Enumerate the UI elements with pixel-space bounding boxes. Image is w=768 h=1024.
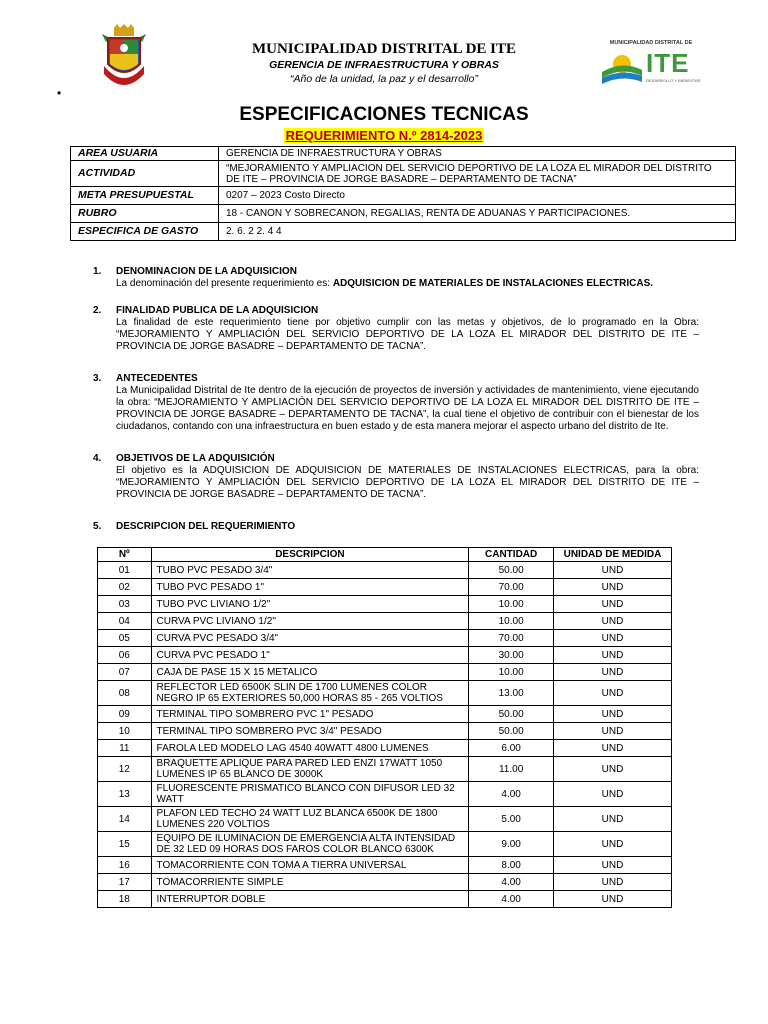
table-row <box>98 562 672 579</box>
item-description: PLAFON LED TECHO 24 WATT LUZ BLANCA 6500K DE 1800 LUMENES 220 VOLTIOS <box>151 807 469 832</box>
logo-sun-waves-icon <box>600 50 644 84</box>
item-number: 08 <box>98 681 152 706</box>
info-row <box>71 223 736 241</box>
item-description: REFLECTOR LED 6500K SLIN DE 1700 LUMENES COLOR NEGRO IP 65 EXTERIORES 50,000 HORAS 85 - 265 VOLTIOS <box>151 681 469 706</box>
header-unit: UNIDAD DE MEDIDA <box>553 548 671 562</box>
item-description: FLUORESCENTE PRISMATICO BLANCO CON DIFUSOR LED 32 WATT <box>151 782 469 807</box>
table-row <box>98 891 672 908</box>
item-number: 02 <box>98 579 152 596</box>
item-unit: UND <box>553 807 671 832</box>
item-number: 17 <box>98 874 152 891</box>
item-description: CURVA PVC PESADO 3/4" <box>151 630 469 647</box>
item-unit: UND <box>553 757 671 782</box>
header-number: Nº <box>98 548 152 562</box>
item-quantity: 30.00 <box>469 647 554 664</box>
item-quantity: 70.00 <box>469 630 554 647</box>
item-number: 18 <box>98 891 152 908</box>
item-unit: UND <box>553 740 671 757</box>
item-number: 12 <box>98 757 152 782</box>
table-row <box>98 807 672 832</box>
info-key: RUBRO <box>71 205 219 223</box>
item-quantity: 5.00 <box>469 807 554 832</box>
item-number: 11 <box>98 740 152 757</box>
info-value: 18 - CANON Y SOBRECANON, REGALIAS, RENTA DE ADUANAS Y PARTICIPACIONES. <box>219 205 736 223</box>
bullet-dot: • <box>57 86 62 100</box>
item-quantity: 8.00 <box>469 857 554 874</box>
item-quantity: 70.00 <box>469 579 554 596</box>
item-description: TOMACORRIENTE SIMPLE <box>151 874 469 891</box>
item-description: TERMINAL TIPO SOMBRERO PVC 3/4" PESADO <box>151 723 469 740</box>
item-quantity: 6.00 <box>469 740 554 757</box>
table-row <box>98 579 672 596</box>
info-value: “MEJORAMIENTO Y AMPLIACION DEL SERVICIO DEPORTIVO DE LA LOZA EL MIRADOR DEL DISTRITO DE ITE – PROVINCIA DE JORGE BASADRE – DEPARTAMENTO DE TACNA” <box>219 161 736 187</box>
table-row <box>98 681 672 706</box>
item-description: TUBO PVC LIVIANO 1/2" <box>151 596 469 613</box>
info-key: AREA USUARIA <box>71 147 219 161</box>
crest-ribbon-text: MUNICIPALIDAD DISTRITAL DE ITE <box>107 85 141 87</box>
item-quantity: 4.00 <box>469 891 554 908</box>
table-row <box>98 782 672 807</box>
item-number: 16 <box>98 857 152 874</box>
item-quantity: 11.00 <box>469 757 554 782</box>
info-row <box>71 205 736 223</box>
info-table <box>70 146 736 241</box>
item-quantity: 10.00 <box>469 664 554 681</box>
section-antecedentes <box>93 373 699 433</box>
item-number: 07 <box>98 664 152 681</box>
table-row <box>98 832 672 857</box>
item-number: 04 <box>98 613 152 630</box>
item-quantity: 50.00 <box>469 723 554 740</box>
section-number: 5. <box>93 521 102 532</box>
item-description: FAROLA LED MODELO LAG 4540 40WATT 4800 LUMENES <box>151 740 469 757</box>
item-unit: UND <box>553 891 671 908</box>
item-unit: UND <box>553 832 671 857</box>
item-unit: UND <box>553 723 671 740</box>
item-quantity: 4.00 <box>469 874 554 891</box>
item-description: EQUIPO DE ILUMINACION DE EMERGENCIA ALTA INTENSIDAD DE 32 LED 09 HORAS DOS FAROS COLOR BLANCO 6300K <box>151 832 469 857</box>
section-number: 1. <box>93 266 102 277</box>
items-table <box>97 547 672 908</box>
section-descripcion <box>93 521 699 533</box>
table-row <box>98 723 672 740</box>
table-row <box>98 857 672 874</box>
item-quantity: 10.00 <box>469 596 554 613</box>
info-row <box>71 187 736 205</box>
item-quantity: 50.00 <box>469 562 554 579</box>
item-description: BRAQUETTE APLIQUE PARA PARED LED ENZI 17WATT 1050 LUMENES IP 65 BLANCO DE 3000K <box>151 757 469 782</box>
item-unit: UND <box>553 647 671 664</box>
info-value: GERENCIA DE INFRAESTRUCTURA Y OBRAS <box>219 147 736 161</box>
section-number: 2. <box>93 305 102 316</box>
item-quantity: 10.00 <box>469 613 554 630</box>
document-title: ESPECIFICACIONES TECNICAS <box>239 104 529 125</box>
items-header-row <box>98 548 672 562</box>
item-description: TUBO PVC PESADO 3/4" <box>151 562 469 579</box>
table-row <box>98 613 672 630</box>
section-body <box>116 278 699 290</box>
item-unit: UND <box>553 579 671 596</box>
item-unit: UND <box>553 706 671 723</box>
info-row <box>71 147 736 161</box>
logo-tagline: DESARROLLO Y BIENESTAR <box>646 78 701 83</box>
ite-logo <box>596 40 706 92</box>
item-number: 09 <box>98 706 152 723</box>
item-unit: UND <box>553 857 671 874</box>
item-description: TOMACORRIENTE CON TOMA A TIERRA UNIVERSAL <box>151 857 469 874</box>
item-number: 05 <box>98 630 152 647</box>
table-row <box>98 874 672 891</box>
section-finalidad <box>93 305 699 353</box>
item-description: CURVA PVC PESADO 1" <box>151 647 469 664</box>
item-quantity: 4.00 <box>469 782 554 807</box>
section-body: La Municipalidad Distrital de Ite dentro de la ejecución de proyectos de inversión y actividades de mantenimiento, viene ejecutando la obra: “MEJORAMIENTO Y AMPLIACIÓN DEL SERVICIO DEPORTIVO DE LA LOZA EL MIRADOR DEL DISTRITO DE ITE – PROVINCIA DE JORGE BASADRE – DEPARTAMENTO DE TACNA”, la cual tiene el objetivo de contribuir con el bienestar de los ciudadanos, contando con una infraestructura en buen estado y de esta manera mejorar el aspecto urbano del distrito de Ite. <box>116 385 699 432</box>
table-row <box>98 757 672 782</box>
item-number: 15 <box>98 832 152 857</box>
year-motto: “Año de la unidad, la paz y el desarrollo” <box>290 73 478 85</box>
item-unit: UND <box>553 562 671 579</box>
section-body: El objetivo es la ADQUISICION DE ADQUISICION DE MATERIALES DE INSTALACIONES ELECTRICAS, para la obra: “MEJORAMIENTO Y AMPLIACIÓN DEL SERVICIO DEPORTIVO DE LA LOZA EL MIRADOR DEL DISTRITO DE ITE – PROVINCIA DE JORGE BASADRE – DEPARTAMENTO DE TACNA”. <box>116 465 699 500</box>
section-title: DENOMINACION DE LA ADQUISICION <box>116 266 297 277</box>
logo-top-text: MUNICIPALIDAD DISTRITAL DE <box>609 40 693 46</box>
table-row <box>98 647 672 664</box>
item-quantity: 13.00 <box>469 681 554 706</box>
info-row <box>71 161 736 187</box>
item-number: 06 <box>98 647 152 664</box>
section-bold-text: ADQUISICION DE MATERIALES DE INSTALACIONES ELECTRICAS. <box>332 278 654 289</box>
section-title: FINALIDAD PUBLICA DE LA ADQUISICION <box>116 305 319 316</box>
department-name: GERENCIA DE INFRAESTRUCTURA Y OBRAS <box>269 59 499 71</box>
info-value: 2. 6. 2 2. 4 4 <box>219 223 736 241</box>
table-row <box>98 596 672 613</box>
info-value: 0207 – 2023 Costo Directo <box>219 187 736 205</box>
item-description: CURVA PVC LIVIANO 1/2" <box>151 613 469 630</box>
section-title: DESCRIPCION DEL REQUERIMIENTO <box>116 521 296 532</box>
item-number: 01 <box>98 562 152 579</box>
item-number: 03 <box>98 596 152 613</box>
item-number: 10 <box>98 723 152 740</box>
section-title: OBJETIVOS DE LA ADQUISICIÓN <box>116 453 275 464</box>
municipality-name: MUNICIPALIDAD DISTRITAL DE ITE <box>251 41 517 57</box>
item-description: CAJA DE PASE 15 X 15 METALICO <box>151 664 469 681</box>
logo-word: ITE <box>646 48 690 78</box>
item-number: 14 <box>98 807 152 832</box>
section-denominacion <box>93 266 699 290</box>
item-unit: UND <box>553 596 671 613</box>
item-description: TERMINAL TIPO SOMBRERO PVC 1" PESADO <box>151 706 469 723</box>
item-number: 13 <box>98 782 152 807</box>
item-unit: UND <box>553 613 671 630</box>
item-description: INTERRUPTOR DOBLE <box>151 891 469 908</box>
item-unit: UND <box>553 782 671 807</box>
table-row <box>98 630 672 647</box>
table-row <box>98 664 672 681</box>
item-unit: UND <box>553 664 671 681</box>
header-quantity: CANTIDAD <box>469 548 554 562</box>
item-quantity: 50.00 <box>469 706 554 723</box>
section-number: 4. <box>93 453 102 464</box>
requirement-number: REQUERIMIENTO N.º 2814-2023 <box>285 128 483 143</box>
item-unit: UND <box>553 874 671 891</box>
item-unit: UND <box>553 630 671 647</box>
info-key: META PRESUPUESTAL <box>71 187 219 205</box>
info-key: ESPECIFICA DE GASTO <box>71 223 219 241</box>
table-row <box>98 740 672 757</box>
section-text: La denominación del presente requerimiento es: <box>116 278 333 289</box>
item-unit: UND <box>553 681 671 706</box>
section-objetivos <box>93 453 699 501</box>
section-title: ANTECEDENTES <box>116 373 198 384</box>
header-description: DESCRIPCION <box>151 548 469 562</box>
section-number: 3. <box>93 373 102 384</box>
table-row <box>98 706 672 723</box>
section-body: La finalidad de este requerimiento tiene por objetivo cumplir con las metas y objetivos, de lo programado en la Obra: “MEJORAMIENTO Y AMPLIACIÓN DEL SERVICIO DEPORTIVO DE LA LOZA EL MIRADOR DEL DISTRITO DE ITE – PROVINCIA DE JORGE BASADRE – DEPARTAMENTO DE TACNA”. <box>116 317 699 352</box>
item-quantity: 9.00 <box>469 832 554 857</box>
item-description: TUBO PVC PESADO 1" <box>151 579 469 596</box>
info-key: ACTIVIDAD <box>71 161 219 187</box>
